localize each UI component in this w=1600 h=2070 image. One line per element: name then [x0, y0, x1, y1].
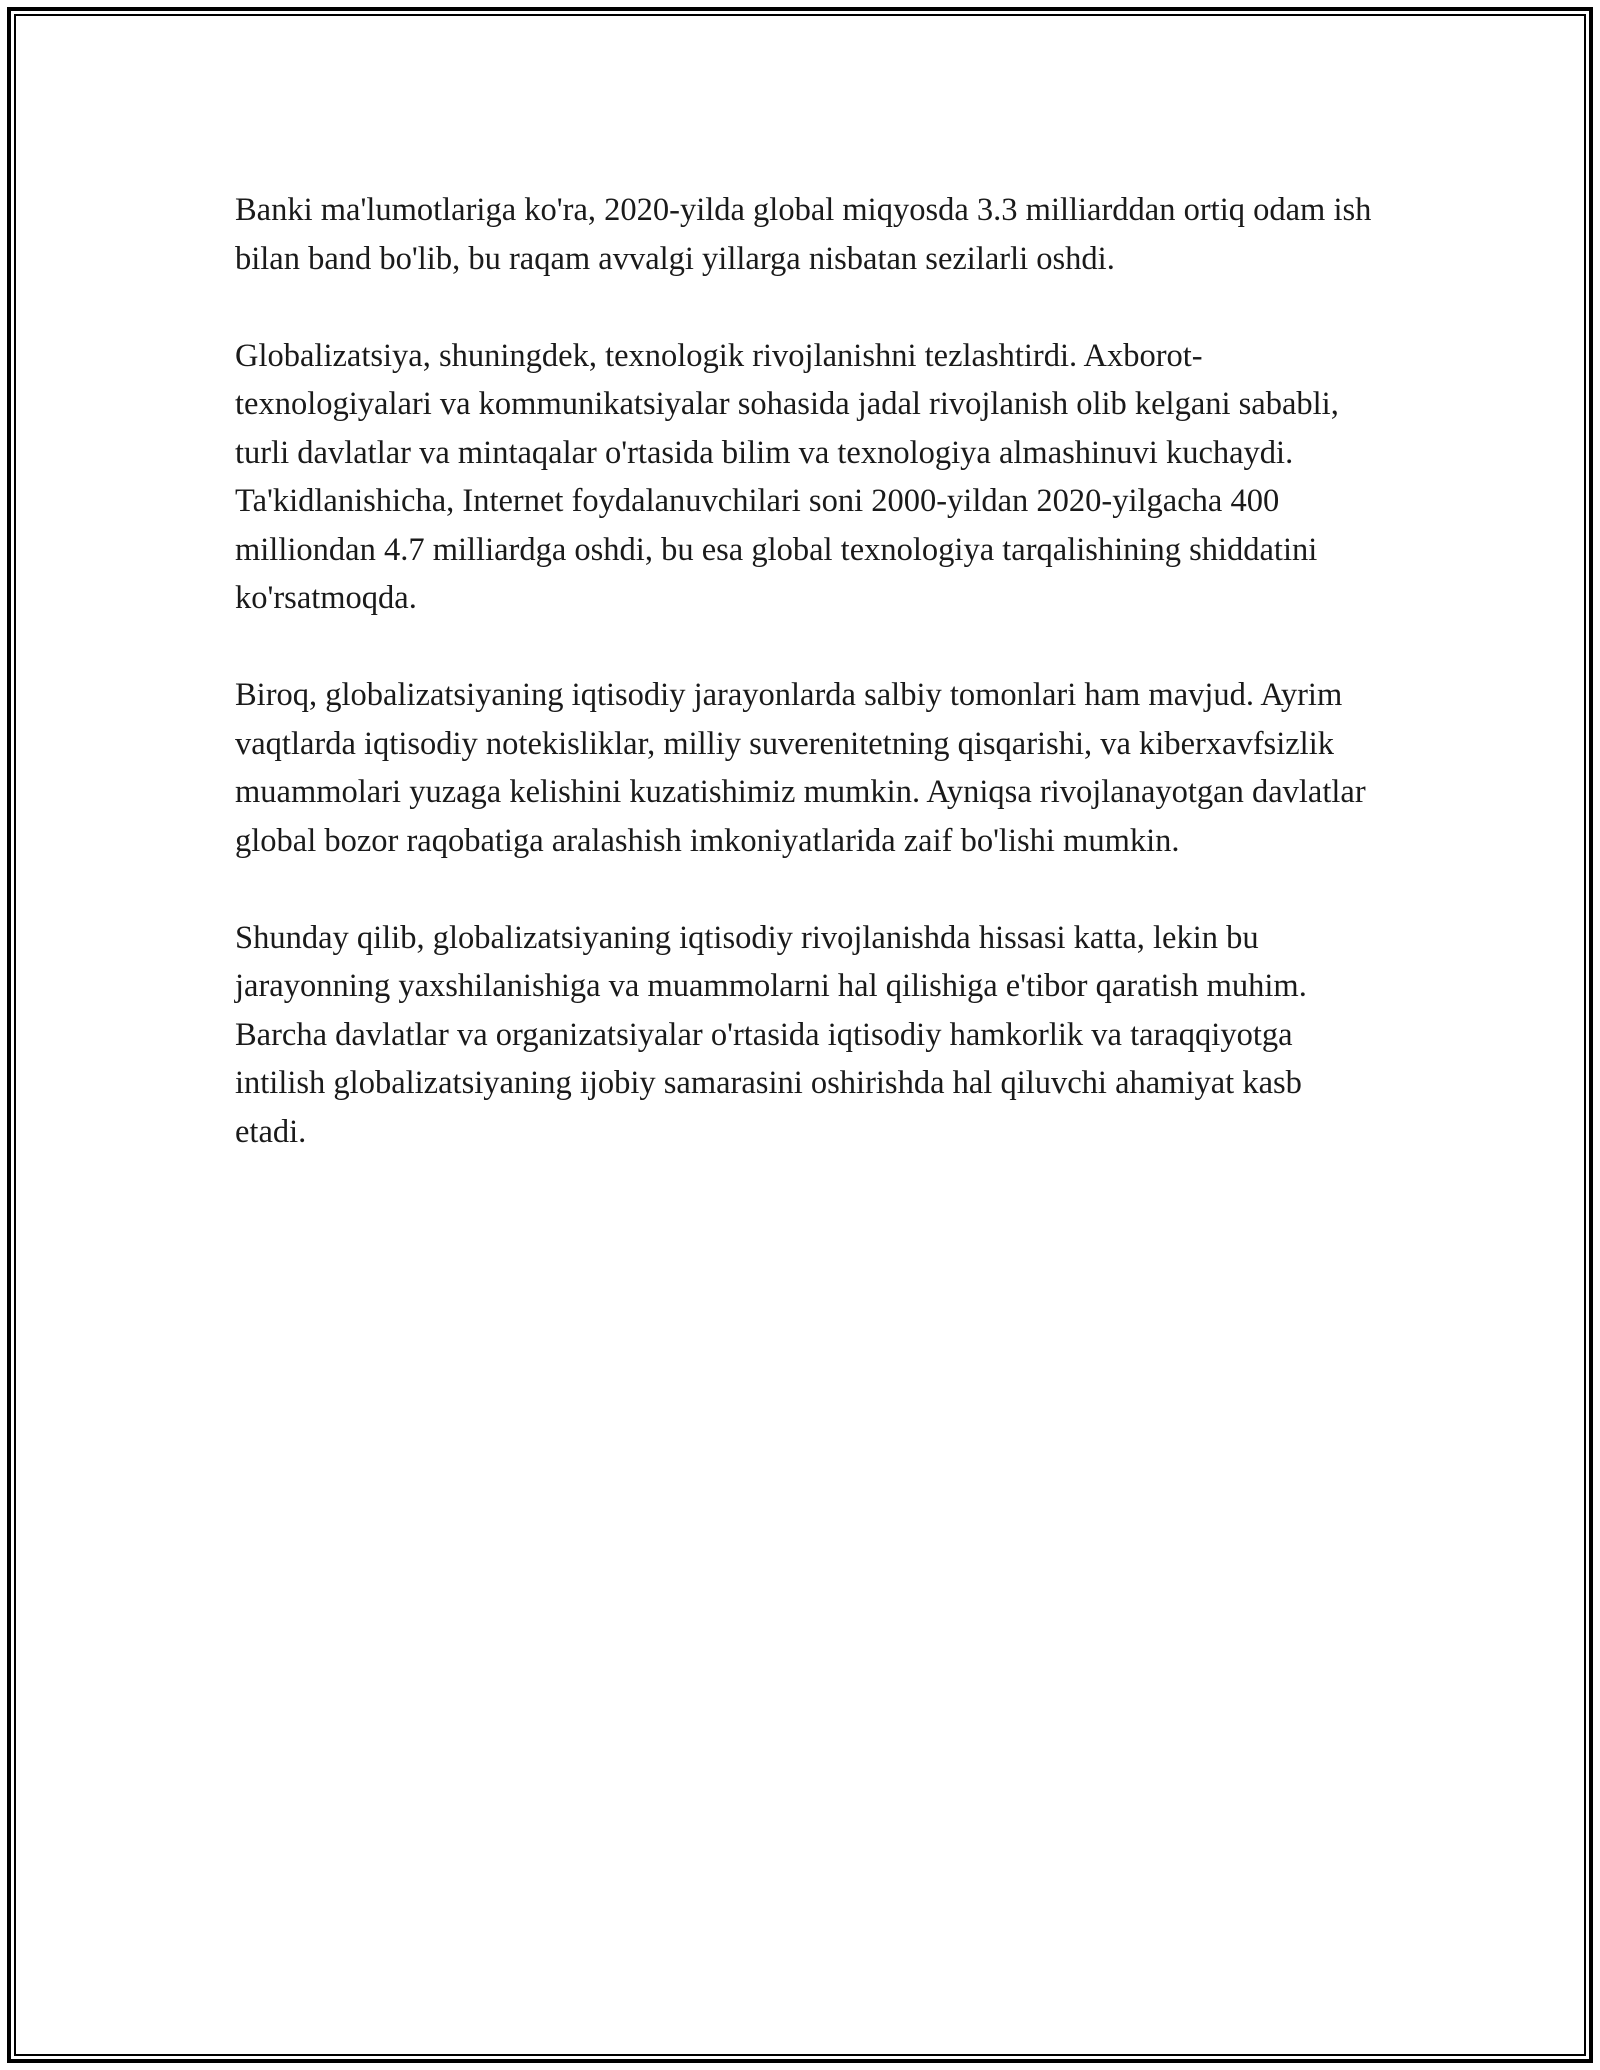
paragraph: Banki ma'lumotlariga ko'ra, 2020-yilda global miqyosda 3.3 milliarddan ortiq odam ish bilan band bo'lib, bu raqam avvalgi yillarga nisbatan sezilarli oshdi.: [235, 192, 1372, 277]
paragraph: Shunday qilib, globalizatsiyaning iqtisodiy rivojlanishda hissasi katta, lekin bu jarayonning yaxshilanishiga va muammolarni hal qilishiga e'tibor qaratish muhim. Barcha davlatlar va organizatsiyalar o'rtasida iqtisodiy hamkorlik va taraqqiyotga intilish globalizatsiyaning ijobiy samarasini oshirishda hal qiluvchi ahamiyat kasb etadi.: [235, 919, 1307, 1150]
document-body: [235, 186, 1375, 1205]
paragraph: Globalizatsiya, shuningdek, texnologik rivojlanishni tezlashtirdi. Axborot-texnologiyalari va kommunikatsiyalar sohasida jadal rivojlanish olib kelgani sababli, turli davlatlar va mintaqalar o'rtasida bilim va texnologiya almashinuvi kuchaydi. Ta'kidlanishicha, Internet foydalanuvchilari soni 2000-yildan 2020-yilgacha 400 milliondan 4.7 milliardga oshdi, bu esa global texnologiya tarqalishining shiddatini ko'rsatmoqda.: [235, 337, 1339, 616]
paragraph: Biroq, globalizatsiyaning iqtisodiy jarayonlarda salbiy tomonlari ham mavjud. Ayrim vaqtlarda iqtisodiy notekisliklar, milliy suverenitetning qisqarishi, va kiberxavfsizlik muammolari yuzaga kelishini kuzatishimiz mumkin. Ayniqsa rivojlanayotgan davlatlar global bozor raqobatiga aralashish imkoniyatlarida zaif bo'lishi mumkin.: [235, 677, 1366, 859]
